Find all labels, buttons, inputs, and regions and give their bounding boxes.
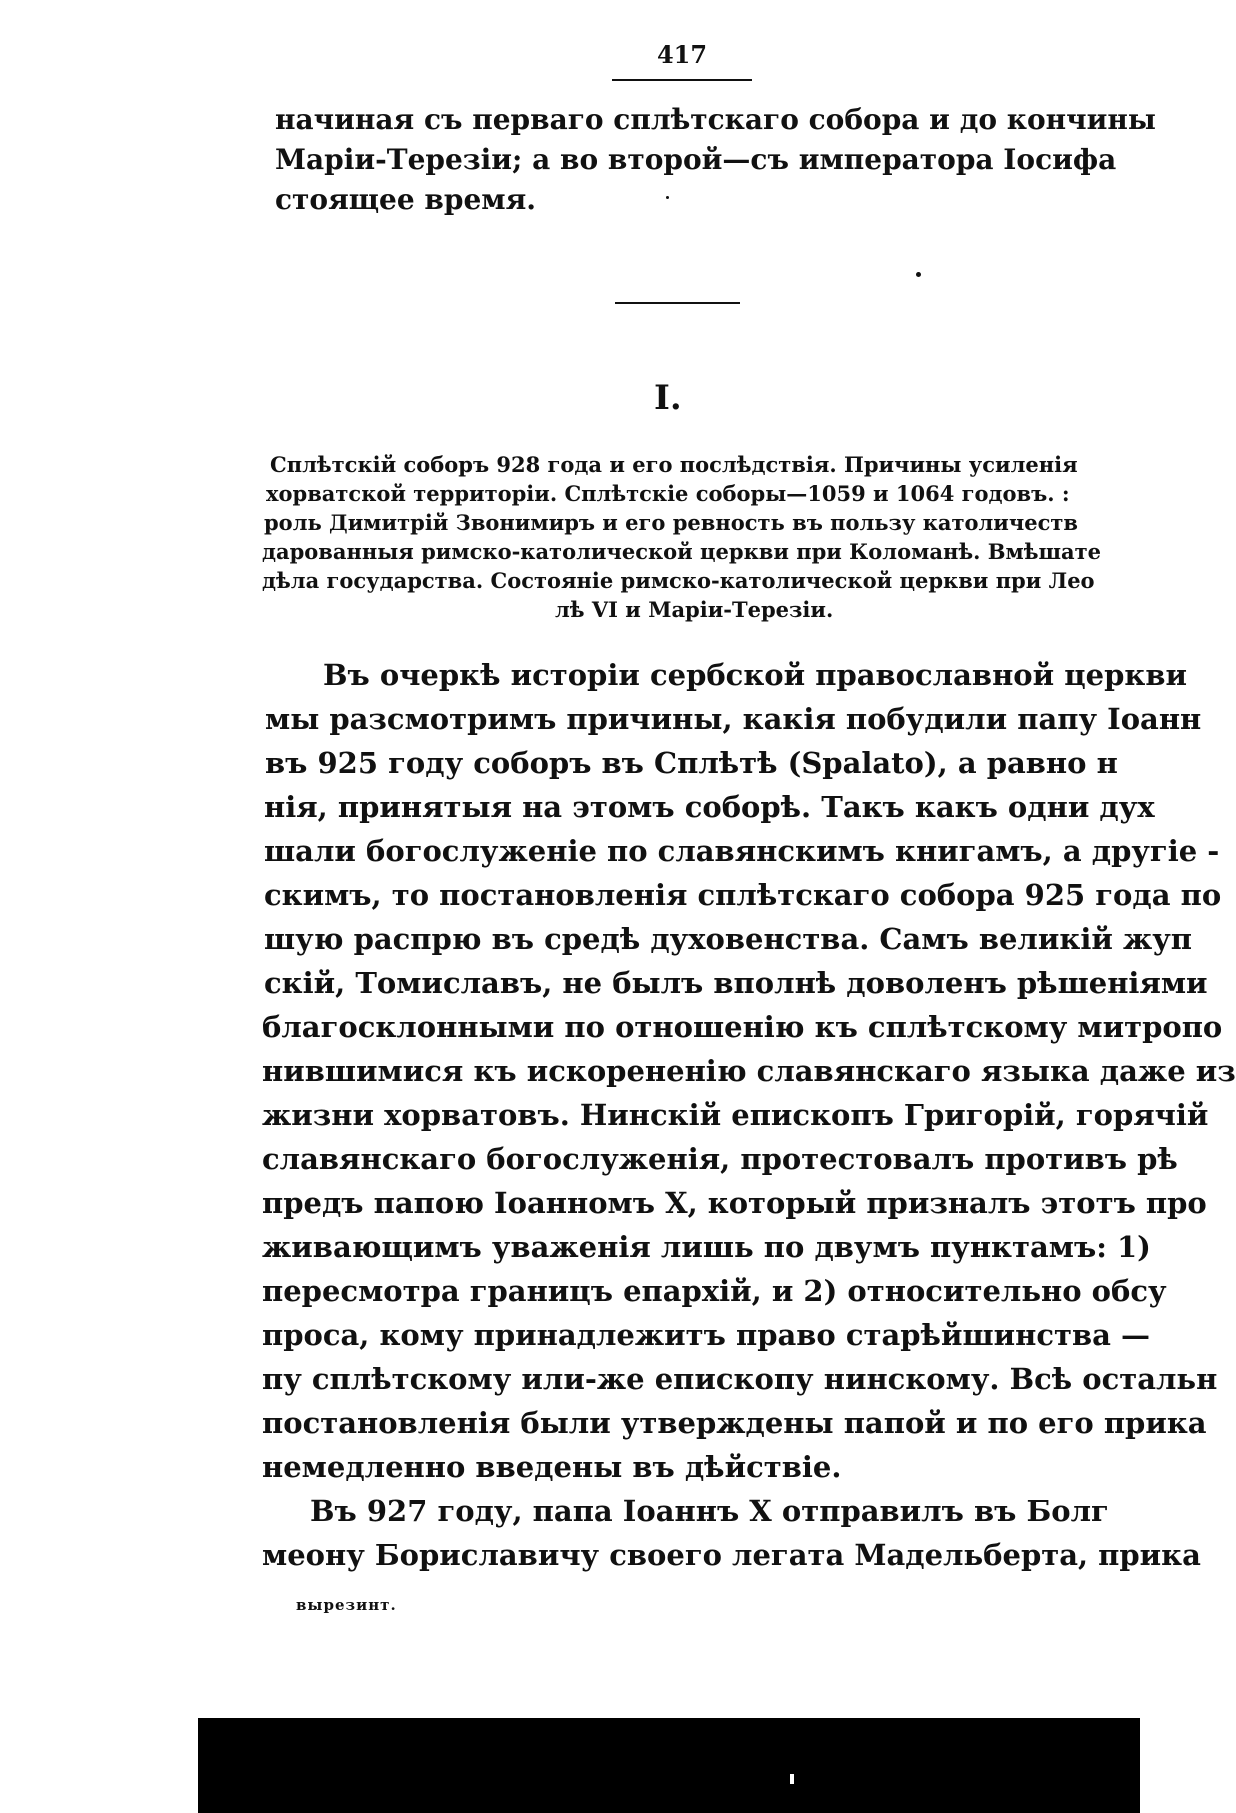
section-separator — [615, 302, 740, 304]
intro-line: Маріи-Терезіи; а во второй—съ императора Іосифа — [275, 143, 1117, 176]
body-line: постановленія были утверждены папой и по его прика — [262, 1406, 1207, 1440]
intro-line: начиная съ перваго сплѣтскаго собора и до кончины — [275, 103, 1156, 136]
body-line: меону Бориславичу своего легата Мадельберта, прика — [262, 1538, 1201, 1572]
summary-line: дѣла государства. Состояніе римско-католической церкви при Лео — [262, 568, 1095, 593]
body-line: скій, Томиславъ, не былъ вполнѣ доволенъ рѣшеніями — [264, 966, 1208, 1000]
body-line: нія, принятыя на этомъ соборѣ. Такъ какъ одни дух — [264, 790, 1155, 824]
intro-line: стоящее время. — [275, 183, 537, 216]
body-line: въ 925 году соборъ въ Сплѣтѣ (Spalato), а равно н — [265, 746, 1118, 780]
body-line: шую распрю въ средѣ духовенства. Самъ великій жуп — [264, 922, 1193, 956]
body-line: благосклонными по отношенію къ сплѣтскому митропо — [262, 1010, 1223, 1044]
body-line: нившимися къ искорененію славянскаго языка даже из — [262, 1054, 1236, 1088]
body-line: скимъ, то постановленія сплѣтскаго собора 925 года по — [264, 878, 1222, 912]
body-line: жизни хорватовъ. Нинскій епископъ Григорій, горячій — [262, 1098, 1209, 1132]
summary-line: хорватской территоріи. Сплѣтскіе соборы—1059 и 1064 годовъ. : — [266, 481, 1070, 506]
body-line: немедленно введены въ дѣйствіе. — [262, 1450, 842, 1484]
summary-line: лѣ VI и Маріи-Терезіи. — [555, 597, 834, 622]
summary-line: роль Димитрій Звонимиръ и его ревность въ пользу католичеств — [264, 510, 1079, 535]
body-line: Въ очеркѣ исторіи сербской православной церкви — [323, 658, 1187, 692]
scan-speck — [666, 196, 669, 199]
body-line: пересмотра границъ епархій, и 2) относительно обсу — [262, 1274, 1167, 1308]
body-line: мы разсмотримъ причины, какія побудили папу Іоанн — [265, 702, 1202, 736]
footer-catchword: вырезинт. — [296, 1596, 397, 1614]
summary-line: Сплѣтскій соборъ 928 года и его послѣдствія. Причины усиленія — [270, 452, 1078, 477]
chapter-number: I. — [654, 378, 682, 418]
summary-line: дарованныя римско-католической церкви при Коломанѣ. Вмѣшате — [262, 539, 1102, 564]
scan-border-mark — [790, 1774, 794, 1784]
scan-speck — [916, 272, 921, 277]
body-line: Въ 927 году, папа Іоаннъ X отправилъ въ Болг — [310, 1494, 1109, 1528]
body-line: проса, кому принадлежитъ право старѣйшинства — — [262, 1318, 1151, 1352]
body-line: пу сплѣтскому или-же епископу нинскому. Всѣ остальн — [262, 1362, 1218, 1396]
page-number: 417 — [612, 40, 752, 81]
body-line: славянскаго богослуженія, протестовалъ противъ рѣ — [262, 1142, 1178, 1176]
body-line: предъ папою Іоанномъ X, который призналъ этотъ про — [262, 1186, 1207, 1220]
body-line: живающимъ уваженія лишь по двумъ пунктамъ: 1) — [262, 1230, 1151, 1264]
body-line: шали богослуженіе по славянскимъ книгамъ, а другіе - — [264, 834, 1220, 868]
scan-border-bar — [198, 1718, 1140, 1813]
